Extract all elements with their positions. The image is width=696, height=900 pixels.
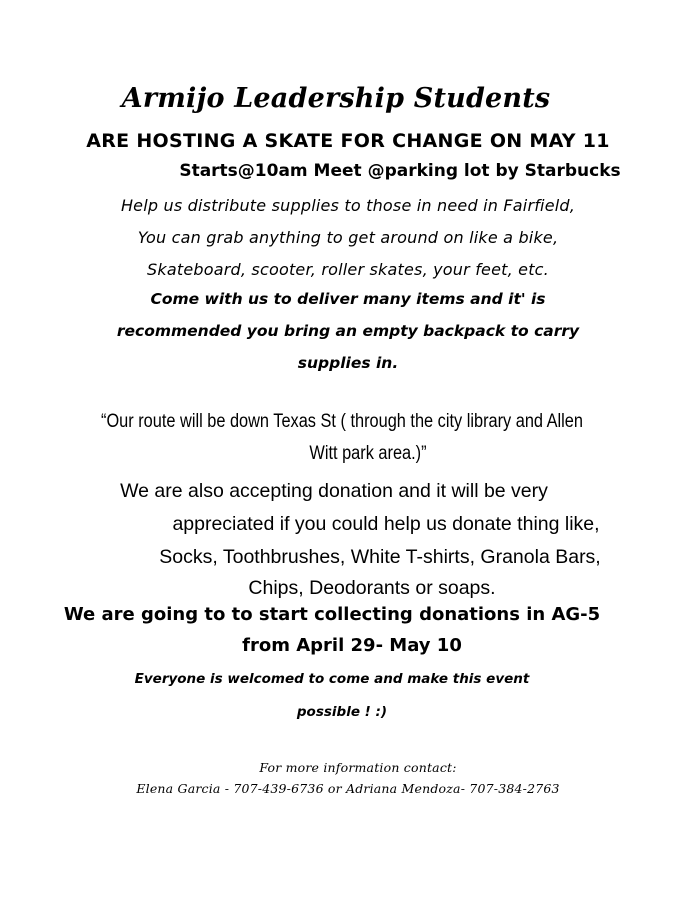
welcome-line: possible ! :) [296, 704, 388, 720]
flyer-title: Armijo Leadership Students [121, 83, 551, 114]
start-time-location: Starts@10am Meet @parking lot by Starbucks [179, 161, 621, 181]
donation-line: We are also accepting donation and it will be very [120, 480, 548, 502]
collection-line: We are going to to start collecting donations in AG-5 [63, 604, 601, 625]
route-line: Witt park area.)” [309, 443, 427, 464]
donation-line: Socks, Toothbrushes, White T-shirts, Granola Bars, [159, 546, 601, 568]
contact-details: Elena Garcia - 707-439-6736 or Adriana Mendoza- 707-384-2763 [136, 781, 560, 796]
collection-dates: from April 29- May 10 [242, 635, 462, 656]
help-line: Skateboard, scooter, roller skates, your feet, etc. [147, 260, 549, 279]
welcome-line: Everyone is welcomed to come and make this event [134, 671, 530, 687]
event-headline: ARE HOSTING A SKATE FOR CHANGE ON MAY 11 [86, 130, 610, 152]
deliver-line: recommended you bring an empty backpack to carry [116, 322, 580, 340]
help-line: Help us distribute supplies to those in need in Fairfield, [120, 196, 576, 215]
donation-line: appreciated if you could help us donate thing like, [172, 513, 600, 535]
route-line: “Our route will be down Texas St ( through the city library and Allen [101, 411, 583, 432]
help-line: You can grab anything to get around on like a bike, [137, 228, 559, 247]
donation-line: Chips, Deodorants or soaps. [248, 577, 496, 599]
contact-heading: For more information contact: [259, 760, 457, 775]
deliver-line: supplies in. [297, 354, 399, 372]
deliver-line: Come with us to deliver many items and it' is [150, 290, 546, 308]
